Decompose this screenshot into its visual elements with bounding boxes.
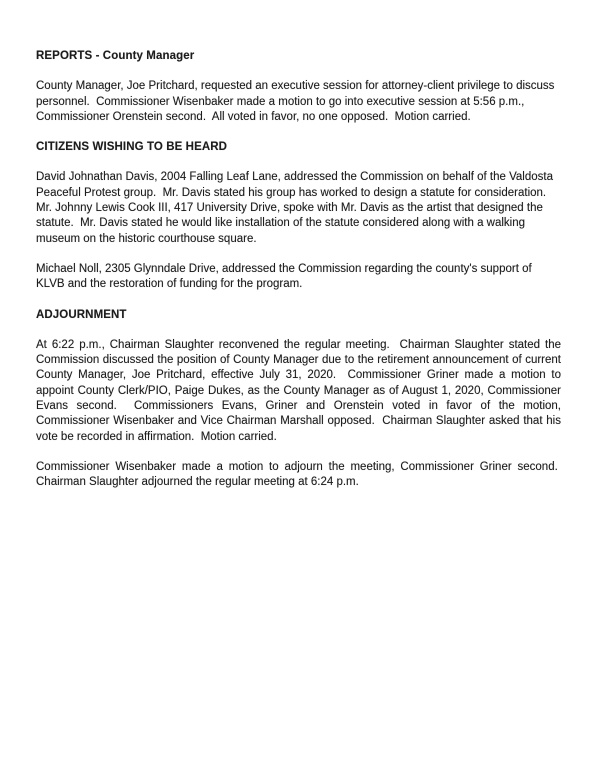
paragraph-citizens-noll: Michael Noll, 2305 Glynndale Drive, addressed the Commission regarding the county's support of KLVB and the restoration of funding for the program. bbox=[36, 262, 532, 291]
section-adjournment bbox=[36, 308, 561, 491]
paragraph-citizens-davis: David Johnathan Davis, 2004 Falling Leaf Lane, addressed the Commission on behalf of the Valdosta Peaceful Protest group. Mr. Davis stated his group has worked to design a statute for consideration. Mr. Johnny Lewis Cook III, 417 University Drive, spoke with Mr. Davis as the artist that designed the statute. Mr. Davis stated he would like installation of the statute considered along with a walking museum on the historic courthouse square. bbox=[36, 171, 553, 245]
section-heading-adjournment: ADJOURNMENT bbox=[36, 308, 127, 321]
section-heading-reports: REPORTS - County Manager bbox=[36, 50, 195, 62]
paragraph-adjournment-county-manager-appointment: At 6:22 p.m., Chairman Slaughter reconvened the regular meeting. Chairman Slaughter stated the Commission discussed the position of County Manager due to the retirement announcement of current County Manager, Joe Pritchard, effective July 31, 2020. Commissioner Griner made a motion to appoint County Clerk/PIO, Paige Dukes, as the County Manager as of August 1, 2020, Commissioner Evans second. Commissioners Evans, Griner and Orenstein voted in favor of the motion, Commissioner Wisenbaker and Vice Chairman Marshall opposed. Chairman Slaughter asked that his vote be recorded in affirmation. Motion carried. bbox=[36, 338, 561, 443]
section-heading-citizens: CITIZENS WISHING TO BE HEARD bbox=[36, 141, 228, 154]
section-reports-county-manager bbox=[36, 49, 561, 125]
section-citizens-wishing-to-be-heard bbox=[36, 140, 561, 292]
paragraph-adjournment-meeting-adjourned: Commissioner Wisenbaker made a motion to adjourn the meeting, Commissioner Griner second. Chairman Slaughter adjourned the regular meeting at 6:24 p.m. bbox=[36, 460, 561, 489]
paragraph-reports-executive-session: County Manager, Joe Pritchard, requested an executive session for attorney-client privilege to discuss personnel. Commissioner Wisenbaker made a motion to go into executive session at 5:56 p.m., Commissioner Orenstein second. All voted in favor, no one opposed. Motion carried. bbox=[36, 80, 555, 123]
